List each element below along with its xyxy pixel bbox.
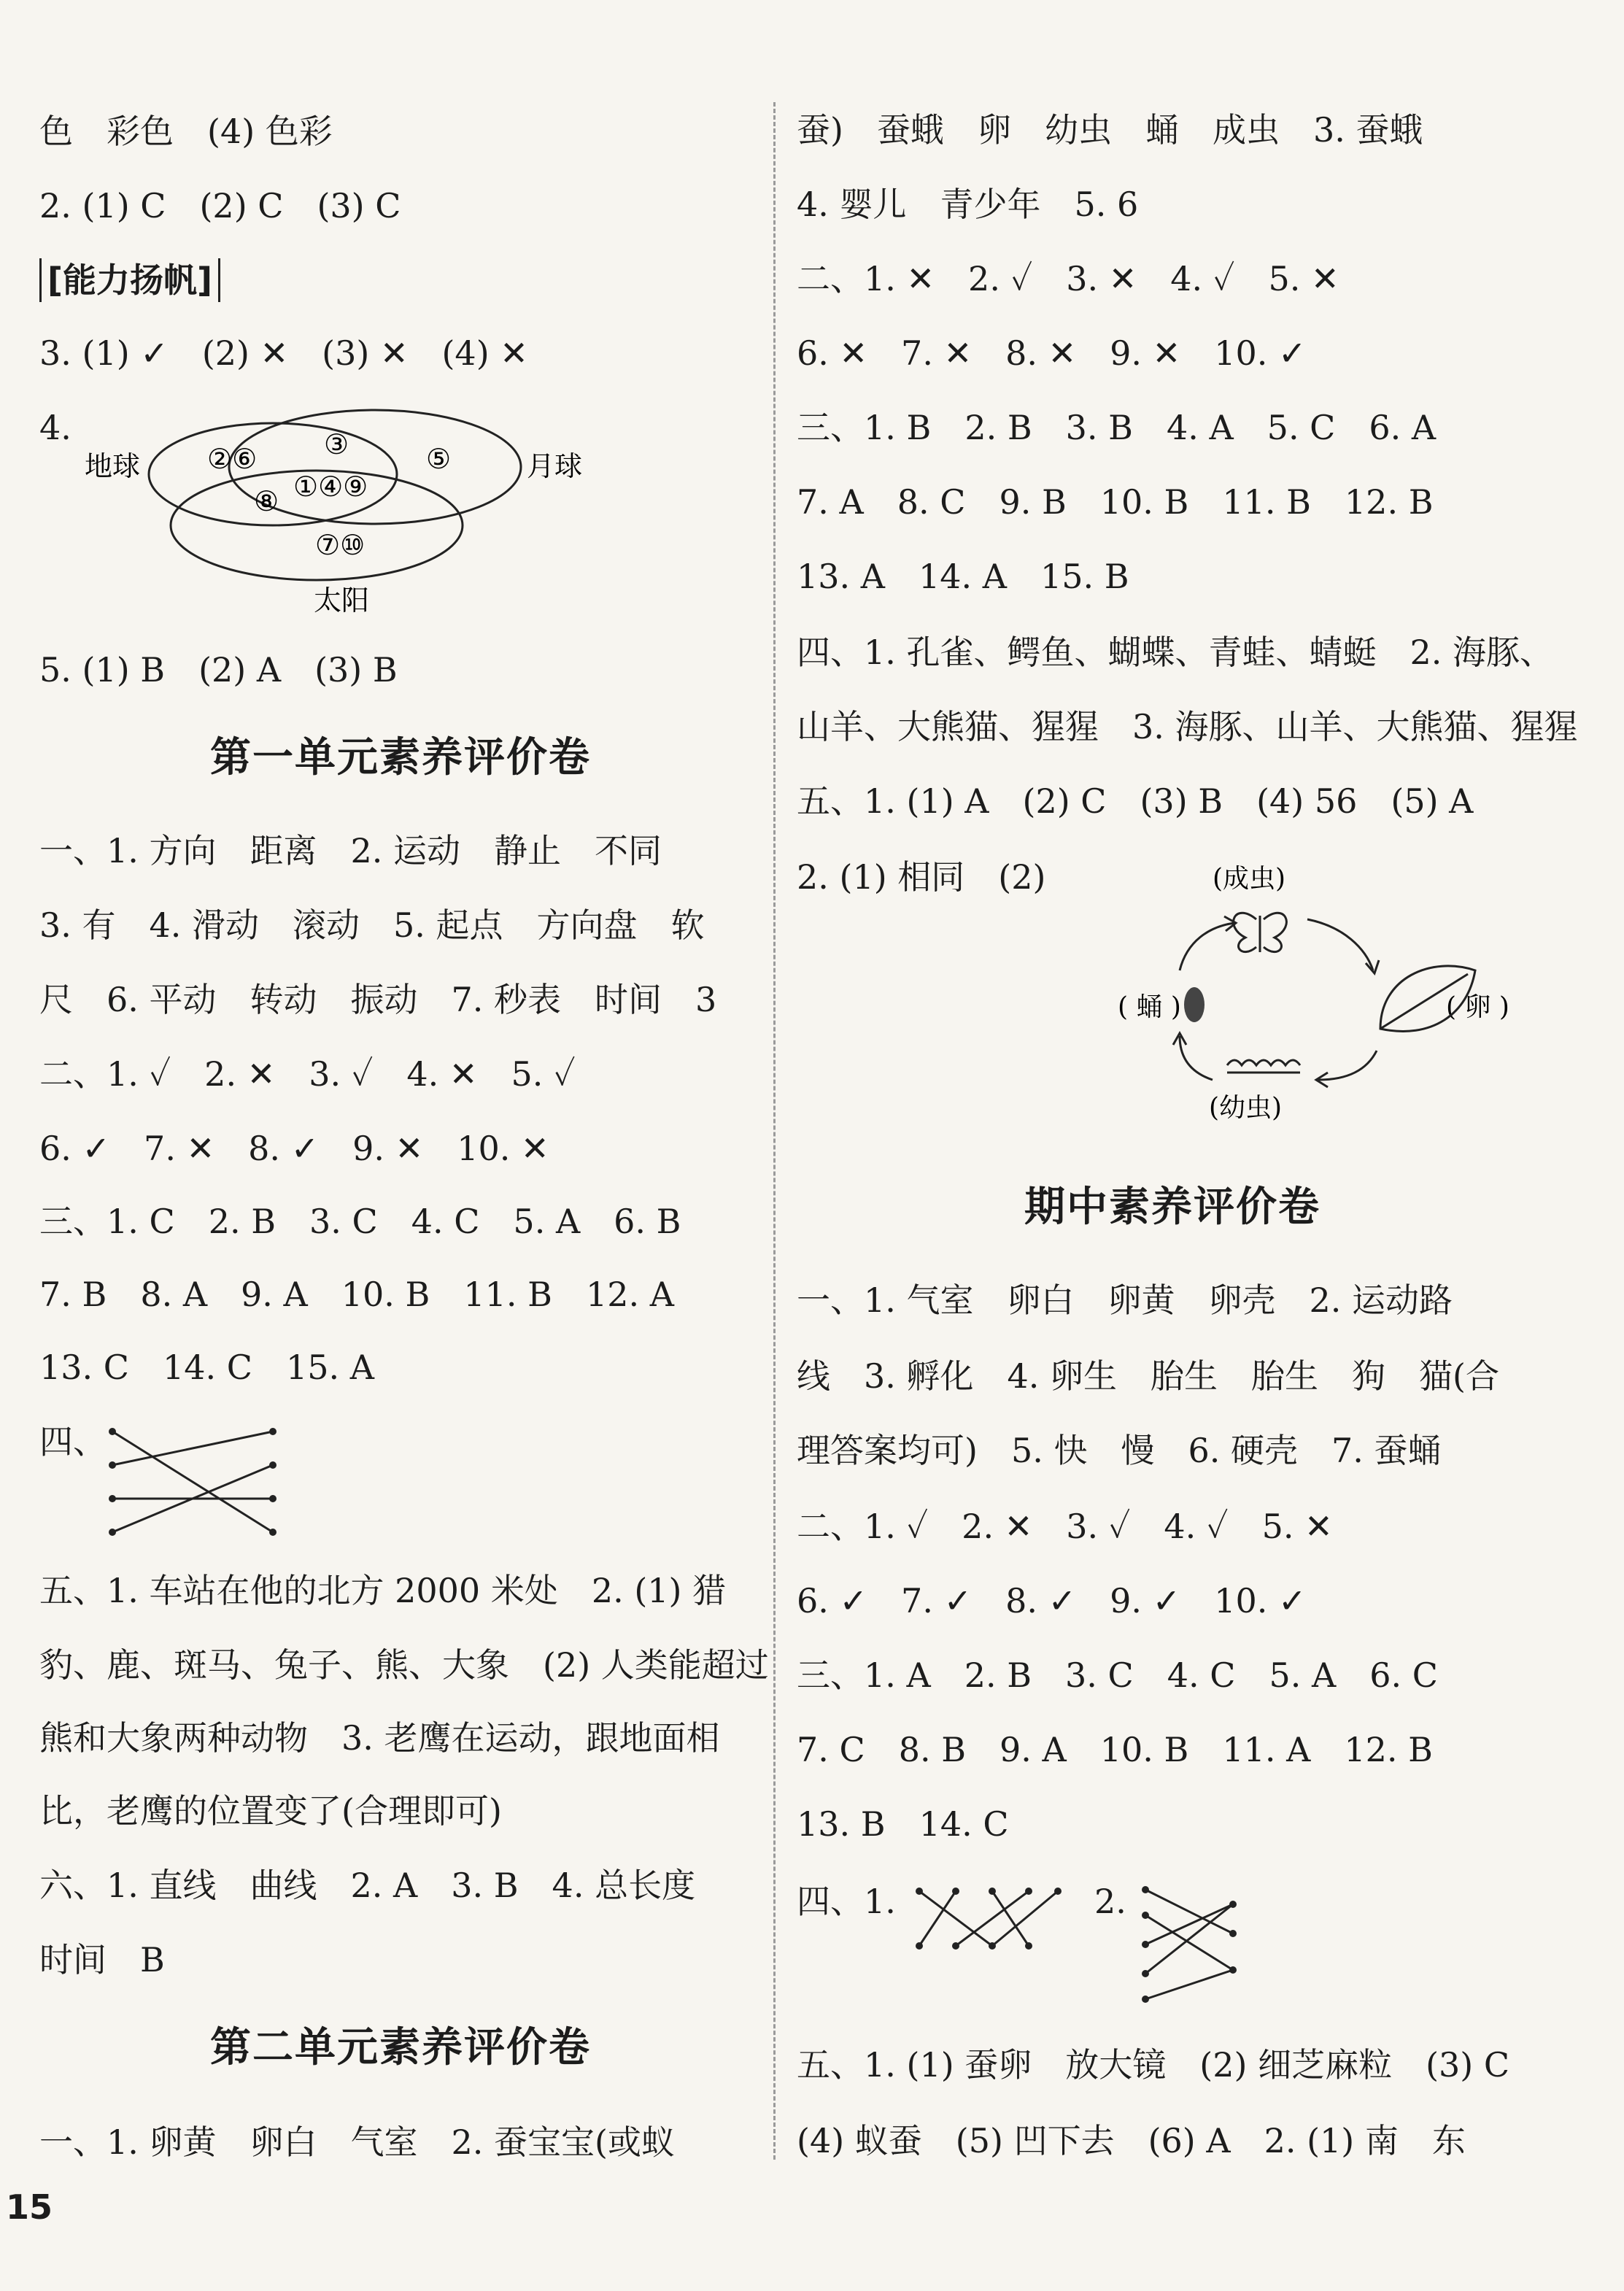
answer-line: 6. ✕ 7. ✕ 8. ✕ 9. ✕ 10. ✓	[797, 333, 1307, 373]
answer-line: 13. A 14. A 15. B	[797, 557, 1129, 596]
answer-line: 尺 6. 平动 转动 振动 7. 秒表 时间 3	[39, 980, 717, 1019]
heading-unit1: 第一单元素养评价卷	[210, 734, 591, 781]
moth-icon	[1234, 913, 1287, 952]
lifecycle-larva-label: (幼虫)	[1209, 1093, 1283, 1123]
answer-line: 二、1. ✓ 2. ✕ 3. ✓ 4. ✓ 5. ✕	[797, 1507, 1333, 1546]
answer-line: 色 彩色 (4) 色彩	[39, 112, 333, 151]
answer-line: 山羊、大熊猫、猩猩 3. 海豚、山羊、大熊猫、猩猩	[797, 707, 1578, 746]
answer-line: 三、1. B 2. B 3. B 4. A 5. C 6. A	[797, 408, 1437, 447]
venn-all-three: ①④⑨	[293, 471, 368, 503]
matching-lines-unit1	[105, 1423, 287, 1547]
venn-label-sun: 太阳	[314, 584, 370, 617]
ability-tag: [能力扬帆]	[39, 258, 220, 302]
lifecycle-adult-label: (成虫)	[1213, 864, 1286, 894]
answer-line: 一、1. 气室 卵白 卵黄 卵壳 2. 运动路	[797, 1280, 1453, 1320]
answer-line: 六、1. 直线 曲线 2. A 3. B 4. 总长度	[39, 1866, 696, 1905]
answer-line: 二、1. ✕ 2. ✓ 3. ✕ 4. ✓ 5. ✕	[797, 259, 1339, 298]
venn-earth-sun: ⑧	[254, 485, 279, 517]
lifecycle-egg-label: ( 卵 )	[1446, 992, 1509, 1022]
answer-line: 6. ✓ 7. ✓ 8. ✓ 9. ✓ 10. ✓	[797, 1581, 1307, 1620]
venn-sun-only: ⑦⑩	[315, 529, 366, 561]
answer-line: 五、1. (1) A (2) C (3) B (4) 56 (5) A	[797, 781, 1474, 821]
larva-icon	[1227, 1060, 1300, 1073]
lifecycle-pupa-label: ( 蛹 )	[1118, 992, 1181, 1022]
matching-lines-mid-1	[912, 1884, 1072, 1957]
answer-line: 四、	[39, 1422, 107, 1461]
answer-line: 一、1. 方向 距离 2. 运动 静止 不同	[39, 831, 662, 870]
answer-line: 三、1. A 2. B 3. C 4. C 5. A 6. C	[797, 1656, 1438, 1695]
column-divider	[773, 102, 776, 2160]
section-tag	[39, 258, 220, 302]
answer-line: 2. (1) C (2) C (3) C	[39, 186, 401, 225]
answer-line: 比，老鹰的位置变了(合理即可)	[39, 1791, 502, 1831]
pupa-icon	[1184, 987, 1205, 1022]
answer-line: 2.	[1094, 1882, 1126, 1921]
answer-line: 五、1. (1) 蚕卵 放大镜 (2) 细芝麻粒 (3) C	[797, 2045, 1510, 2085]
answer-line: 熊和大象两种动物 3. 老鹰在运动，跟地面相	[39, 1718, 720, 1758]
answer-line: 4. 婴儿 青少年 5. 6	[797, 185, 1139, 224]
answer-line: 3. (1) ✓ (2) ✕ (3) ✕ (4) ✕	[39, 333, 528, 373]
answer-line: 蚕) 蚕蛾 卵 幼虫 蛹 成虫 3. 蚕蛾	[797, 110, 1423, 150]
answer-line: 4.	[39, 408, 71, 447]
heading-midterm: 期中素养评价卷	[1024, 1183, 1321, 1231]
answer-line: 7. C 8. B 9. A 10. B 11. A 12. B	[797, 1730, 1433, 1769]
answer-line: 四、1. 孔雀、鳄鱼、蝴蝶、青蛙、蜻蜓 2. 海豚、	[797, 633, 1554, 672]
venn-earth-only: ②⑥	[207, 443, 258, 475]
venn-diagram	[39, 394, 623, 627]
silkworm-lifecycle-diagram	[1037, 861, 1534, 1131]
answer-line: 二、1. ✓ 2. ✕ 3. ✓ 4. ✕ 5. ✓	[39, 1054, 576, 1094]
answer-line: 5. (1) B (2) A (3) B	[39, 650, 398, 689]
venn-earth-moon: ③	[324, 428, 349, 460]
answer-line: 3. 有 4. 滑动 滚动 5. 起点 方向盘 软	[39, 905, 705, 945]
answer-line: 13. C 14. C 15. A	[39, 1348, 374, 1387]
answer-line: 2. (1) 相同 (2)	[797, 857, 1046, 897]
venn-label-moon: 月球	[527, 450, 583, 482]
matching-lines-mid-2	[1138, 1882, 1255, 2014]
venn-moon-only: ⑤	[426, 443, 452, 475]
answer-line: 7. B 8. A 9. A 10. B 11. B 12. A	[39, 1275, 674, 1314]
answer-line: 理答案均可) 5. 快 慢 6. 硬壳 7. 蚕蛹	[797, 1431, 1442, 1470]
answer-line: (4) 蚁蚕 (5) 凹下去 (6) A 2. (1) 南 东	[797, 2121, 1466, 2160]
answer-line: 三、1. C 2. B 3. C 4. C 5. A 6. B	[39, 1202, 681, 1241]
venn-label-earth: 地球	[85, 450, 141, 482]
answer-line: 豹、鹿、斑马、兔子、熊、大象 (2) 人类能超过	[39, 1645, 769, 1685]
answer-line: 13. B 14. C	[797, 1804, 1009, 1844]
answer-line: 时间 B	[39, 1940, 165, 1979]
answer-line: 6. ✓ 7. ✕ 8. ✓ 9. ✕ 10. ✕	[39, 1129, 549, 1168]
answer-line: 7. A 8. C 9. B 10. B 11. B 12. B	[797, 482, 1434, 522]
page-number: 15	[6, 2187, 53, 2227]
answer-line: 一、1. 卵黄 卵白 气室 2. 蚕宝宝(或蚁	[39, 2122, 675, 2162]
answer-line: 五、1. 车站在他的北方 2000 米处 2. (1) 猎	[39, 1571, 727, 1610]
answer-line: 四、1.	[797, 1882, 896, 1921]
answer-line: 线 3. 孵化 4. 卵生 胎生 胎生 狗 猫(合	[797, 1356, 1499, 1396]
heading-unit2: 第二单元素养评价卷	[210, 2024, 591, 2071]
